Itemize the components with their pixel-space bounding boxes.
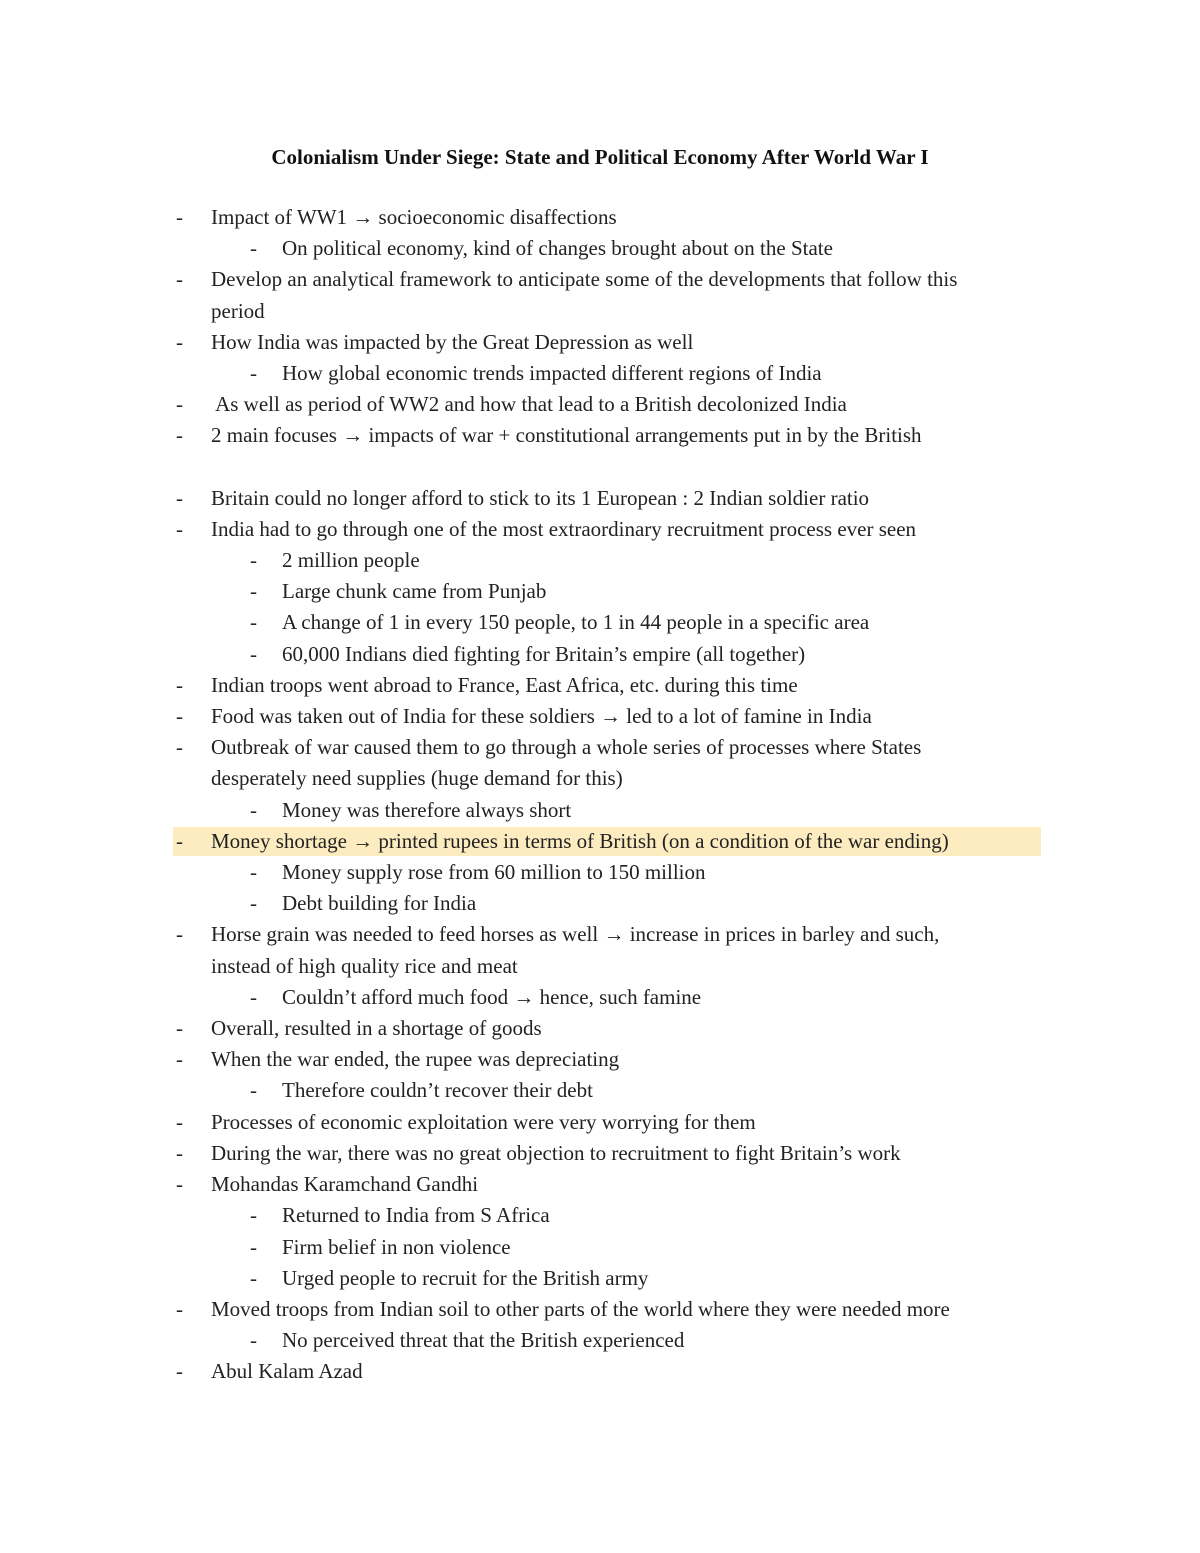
list-item: [0, 1138, 1200, 1169]
sub-list-item: [0, 982, 1200, 1013]
list-item-text: Returned to India from S Africa: [282, 1203, 550, 1228]
bullet-dash: -: [250, 1078, 257, 1103]
list-item-text: Money was therefore always short: [282, 797, 572, 822]
list-item-text: As well as period of WW2 and how that lead to a British decolonized India: [211, 392, 847, 417]
list-item-text: Urged people to recruit for the British army: [282, 1265, 649, 1290]
list-item-text: Money shortage → printed rupees in terms of British (on a condition of the war ending): [211, 828, 949, 853]
list-item-text: Money supply rose from 60 million to 150 million: [282, 860, 706, 885]
list-item-text: Impact of WW1 → socioeconomic disaffections: [211, 205, 617, 229]
bullet-dash: -: [176, 423, 183, 448]
list-item-text: Large chunk came from Punjab: [282, 579, 547, 604]
bullet-dash: -: [250, 579, 257, 604]
list-item-text: Debt building for India: [282, 891, 477, 916]
bullet-dash: -: [176, 485, 183, 510]
list-item-text: Develop an analytical framework to anticipate some of the developments that follow this: [211, 267, 958, 292]
list-item: [0, 514, 1200, 545]
sub-list-item: [0, 358, 1200, 389]
list-item: [0, 264, 1200, 295]
list-item-text: Therefore couldn’t recover their debt: [282, 1078, 593, 1103]
bullet-dash: -: [250, 1265, 257, 1290]
sub-list-item: [0, 1200, 1200, 1231]
list-item: [0, 919, 1200, 950]
bullet-dash: -: [250, 548, 257, 573]
list-item-text: During the war, there was no great objection to recruitment to fight Britain’s work: [211, 1140, 901, 1165]
list-item-text: Indian troops went abroad to France, East Africa, etc. during this time: [211, 672, 798, 697]
bullet-dash: -: [176, 1172, 183, 1197]
bullet-dash: -: [250, 984, 257, 1009]
sub-list-item: [0, 607, 1200, 638]
list-item-continuation: [0, 763, 1200, 794]
sub-list-item: [0, 233, 1200, 264]
list-item: [0, 1013, 1200, 1044]
list-item-text: Moved troops from Indian soil to other parts of the world where they were needed more: [211, 1296, 950, 1321]
list-item-text: Horse grain was needed to feed horses as well → increase in prices in barley and such,: [211, 922, 940, 947]
sub-list-item: [0, 639, 1200, 670]
bullet-dash: -: [250, 1234, 257, 1259]
list-item-continuation: [0, 951, 1200, 982]
bullet-dash: -: [176, 1016, 183, 1041]
list-item-text: A change of 1 in every 150 people, to 1 in 44 people in a specific area: [282, 610, 870, 635]
bullet-dash: -: [176, 1109, 183, 1134]
bullet-dash: -: [176, 267, 183, 292]
bullet-dash: -: [176, 1140, 183, 1165]
list-item-text: Processes of economic exploitation were very worrying for them: [211, 1109, 756, 1134]
list-item-text: instead of high quality rice and meat: [211, 953, 518, 978]
sub-list-item: [0, 1232, 1200, 1263]
list-item-text: period: [211, 298, 265, 323]
list-item-text: How global economic trends impacted different regions of India: [282, 361, 822, 386]
list-item-text: Abul Kalam Azad: [211, 1359, 363, 1384]
bullet-dash: -: [176, 329, 183, 354]
bullet-dash: -: [250, 610, 257, 635]
bullet-dash: -: [176, 922, 183, 947]
bullet-dash: -: [176, 1047, 183, 1072]
bullet-dash: -: [176, 392, 183, 417]
list-item-text: Outbreak of war caused them to go through a whole series of processes where States: [211, 735, 922, 760]
bullet-dash: -: [250, 641, 257, 666]
list-item: [0, 202, 1200, 233]
list-item: [0, 670, 1200, 701]
bullet-dash: -: [176, 828, 183, 853]
list-item: [0, 389, 1200, 420]
bullet-list: [0, 202, 1200, 1388]
list-item-text: 2 main focuses → impacts of war + constitutional arrangements put in by the British: [211, 423, 922, 448]
bullet-dash: -: [250, 1203, 257, 1228]
list-item-text: 2 million people: [282, 548, 420, 573]
document-title: Colonialism Under Siege: State and Political Economy After World War I: [271, 145, 929, 169]
sub-list-item: [0, 857, 1200, 888]
list-item-text: No perceived threat that the British experienced: [282, 1328, 685, 1353]
bullet-dash: -: [250, 236, 257, 261]
list-item-text: Overall, resulted in a shortage of goods: [211, 1016, 542, 1041]
sub-list-item: [0, 576, 1200, 607]
sub-list-item: [0, 545, 1200, 576]
list-item-text: desperately need supplies (huge demand for this): [211, 766, 623, 791]
bullet-dash: -: [176, 516, 183, 541]
bullet-dash: -: [250, 1328, 257, 1353]
list-item-text: On political economy, kind of changes brought about on the State: [282, 236, 833, 261]
sub-list-item: [0, 1325, 1200, 1356]
bullet-dash: -: [250, 361, 257, 386]
bullet-dash: -: [176, 735, 183, 760]
sub-list-item: [0, 1263, 1200, 1294]
list-item: [0, 327, 1200, 358]
list-item: [0, 1169, 1200, 1200]
list-item: [0, 1044, 1200, 1075]
list-item: [0, 420, 1200, 451]
sub-list-item: [0, 795, 1200, 826]
list-item-text: India had to go through one of the most extraordinary recruitment process ever seen: [211, 516, 917, 541]
list-item-text: Couldn’t afford much food → hence, such famine: [282, 984, 702, 1009]
list-item: [0, 1356, 1200, 1387]
list-item-text: Mohandas Karamchand Gandhi: [211, 1172, 479, 1197]
bullet-dash: -: [176, 205, 183, 229]
sub-list-item: [0, 1075, 1200, 1106]
list-item-continuation: [0, 296, 1200, 327]
list-item: [0, 732, 1200, 763]
bullet-dash: -: [176, 704, 183, 729]
list-item-text: Firm belief in non violence: [282, 1234, 511, 1259]
list-item-text: When the war ended, the rupee was depreciating: [211, 1047, 620, 1072]
list-item-text: Food was taken out of India for these soldiers → led to a lot of famine in India: [211, 704, 872, 729]
list-item: [0, 483, 1200, 514]
list-item: [0, 1294, 1200, 1325]
list-item: [0, 1107, 1200, 1138]
bullet-dash: -: [250, 860, 257, 885]
list-item-text: How India was impacted by the Great Depression as well: [211, 329, 694, 354]
list-item: [0, 826, 1200, 857]
bullet-dash: -: [176, 1296, 183, 1321]
sub-list-item: [0, 888, 1200, 919]
bullet-dash: -: [250, 891, 257, 916]
list-item: [0, 701, 1200, 732]
list-item-text: Britain could no longer afford to stick to its 1 European : 2 Indian soldier ratio: [211, 485, 870, 510]
list-item-text: 60,000 Indians died fighting for Britain’s empire (all together): [282, 641, 806, 666]
bullet-dash: -: [250, 797, 257, 822]
bullet-dash: -: [176, 672, 183, 697]
bullet-dash: -: [176, 1359, 183, 1384]
